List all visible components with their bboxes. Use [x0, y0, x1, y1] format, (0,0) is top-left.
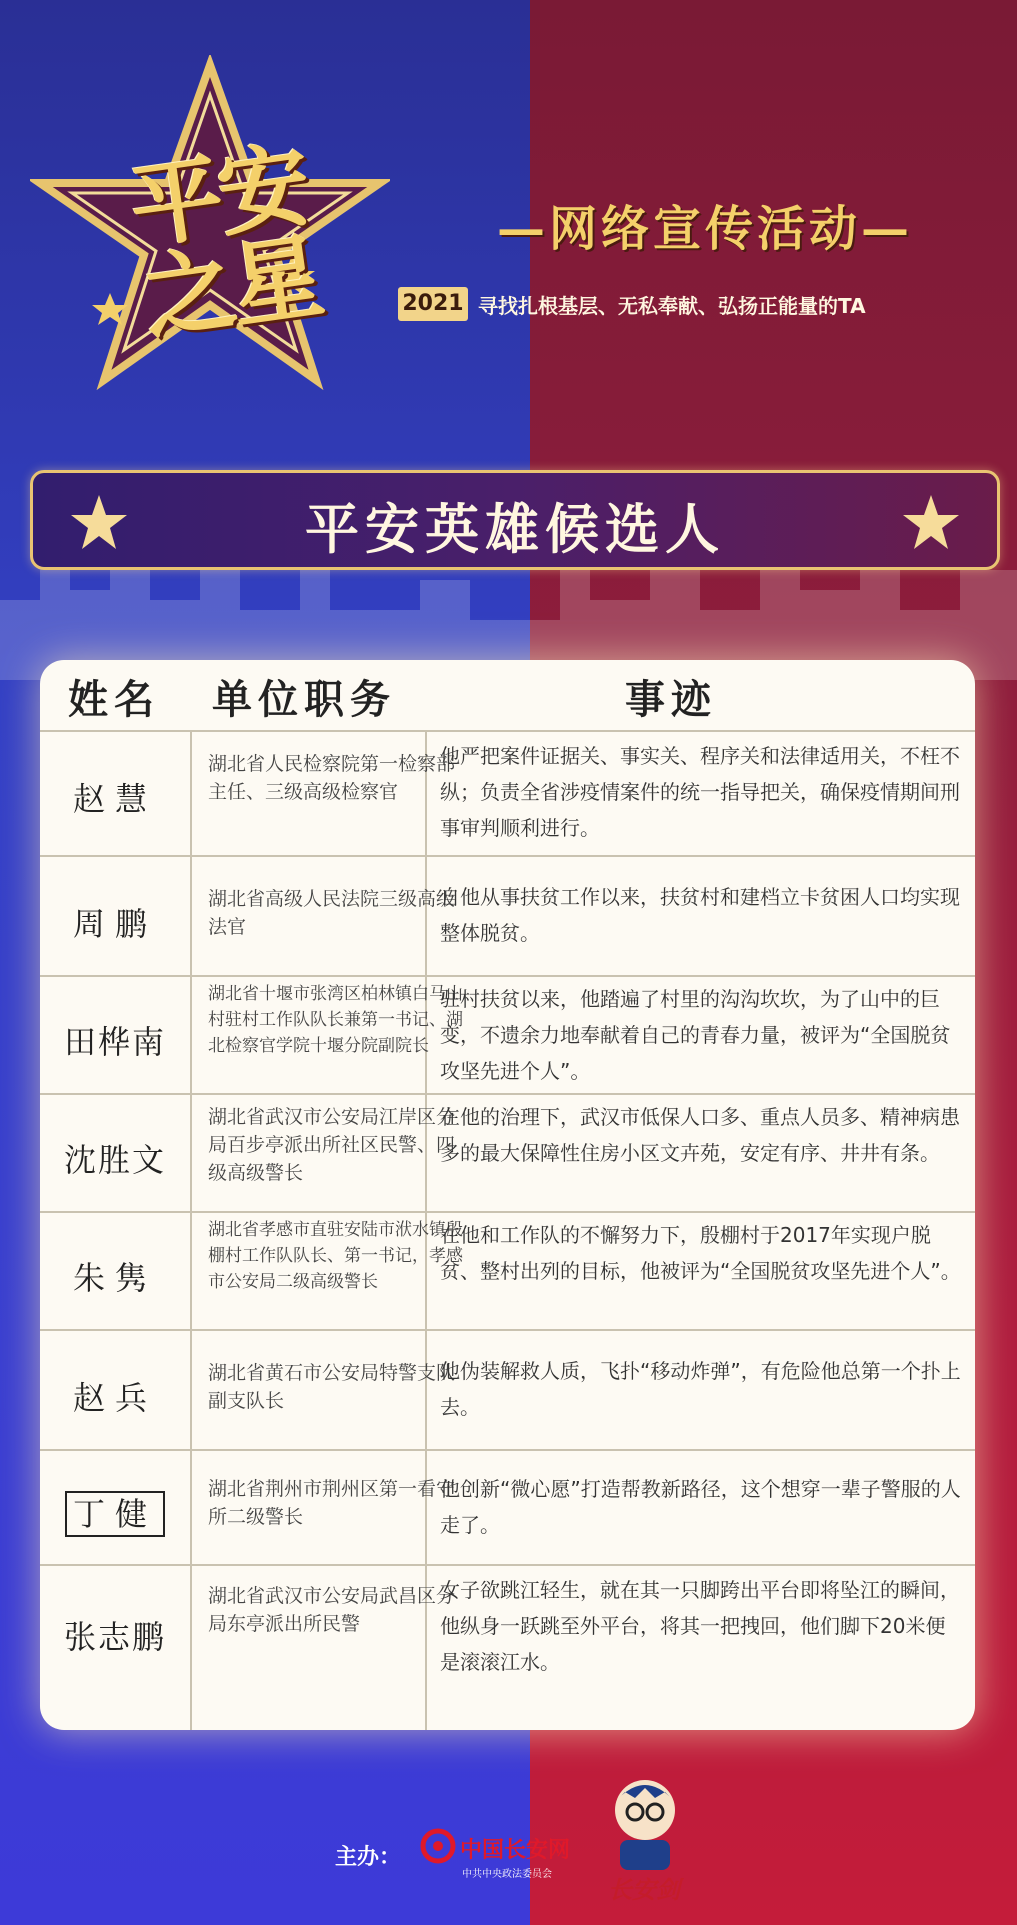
table-row	[40, 855, 975, 977]
banner-title: 平安英雄候选人	[305, 497, 725, 561]
candidate-name-boxed: 丁健	[65, 1491, 165, 1537]
candidate-deed: 自他从事扶贫工作以来，扶贫村和建档立卡贫困人口均实现整体脱贫。	[440, 885, 960, 945]
candidate-name: 赵慧	[72, 780, 157, 818]
candidate-unit: 湖北省高级人民法院三级高级法官	[208, 888, 456, 938]
candidate-unit: 湖北省荆州市荆州区第一看守所二级警长	[208, 1478, 456, 1528]
candidate-name: 朱隽	[72, 1259, 157, 1297]
section-banner	[30, 470, 1000, 570]
header-name: 姓名	[68, 676, 160, 723]
candidate-deed: 他伪装解救人质，飞扑“移动炸弹”，有危险他总第一个扑上去。	[440, 1359, 961, 1419]
campaign-title: —网络宣传活动—	[496, 201, 913, 257]
header-deed: 事迹	[625, 676, 717, 723]
star-icon	[901, 493, 961, 553]
table-row	[40, 1211, 975, 1331]
table-row	[40, 975, 975, 1095]
org1-subtitle: 中共中央政法委员会	[462, 1869, 552, 1880]
header-unit: 单位职务	[212, 676, 396, 723]
candidate-deed: 他严把案件证据关、事实关、程序关和法律适用关，不枉不纵；负责全省涉疫情案件的统一指导把关，确保疫情期间刑事审判顺利进行。	[440, 744, 960, 840]
candidate-name: 沈胜文	[63, 1141, 166, 1179]
changan-wang-logo-icon	[420, 1828, 456, 1864]
table-row	[40, 1329, 975, 1451]
org1-name: 中国长安网	[460, 1838, 571, 1863]
candidate-name: 周鹏	[72, 905, 157, 943]
host-label: 主办：	[335, 1845, 402, 1870]
candidate-unit: 湖北省十堰市张湾区柏林镇白马山村驻村工作队队长兼第一书记、湖北检察官学院十堰分院副院长	[208, 984, 463, 1056]
candidate-name: 田桦南	[63, 1023, 166, 1061]
candidate-name: 张志鹏	[63, 1618, 166, 1656]
candidate-unit: 湖北省武汉市公安局武昌区分局东亭派出所民警	[208, 1585, 456, 1635]
table-row	[40, 1093, 975, 1213]
table-row	[40, 1564, 975, 1730]
logo-title: 平安之星	[123, 130, 327, 354]
candidate-deed: 在他的治理下，武汉市低保人口多、重点人员多、精神病患多的最大保障性住房小区文卉苑，安定有序、井井有条。	[440, 1105, 960, 1165]
table-row	[40, 1449, 975, 1566]
candidate-unit: 湖北省人民检察院第一检察部主任、三级高级检察官	[208, 753, 456, 803]
candidate-deed: 他创新“微心愿”打造帮教新路径，这个想穿一辈子警服的人走了。	[440, 1477, 961, 1537]
candidate-unit: 湖北省武汉市公安局江岸区分局百步亭派出所社区民警、四级高级警长	[208, 1106, 456, 1184]
candidate-deed: 女子欲跳江轻生，就在其一只脚跨出平台即将坠江的瞬间，他纵身一跃跳至外平台，将其一把拽回，他们脚下20米便是滚滚江水。	[440, 1578, 960, 1674]
year-badge: 2021	[398, 287, 468, 321]
candidate-unit: 湖北省黄石市公安局特警支队副支队长	[208, 1362, 456, 1412]
candidate-name: 赵兵	[72, 1379, 157, 1417]
candidate-deed: 在他和工作队的不懈努力下，殷棚村于2017年实现户脱贫、整村出列的目标，他被评为“全国脱贫攻坚先进个人”。	[440, 1223, 961, 1283]
footer	[0, 1820, 1017, 1904]
table-row	[40, 730, 975, 857]
candidate-name	[40, 1489, 190, 1535]
org2-name: 长安剑	[608, 1875, 680, 1904]
table-header	[40, 660, 975, 730]
campaign-tagline: 寻找扎根基层、无私奉献、弘扬正能量的TA	[478, 294, 866, 318]
candidate-table	[40, 660, 975, 1730]
candidate-unit: 湖北省孝感市直驻安陆市洑水镇殷棚村工作队队长、第一书记，孝感市公安局二级高级警长	[208, 1220, 463, 1292]
candidate-deed: 驻村扶贫以来，他踏遍了村里的沟沟坎坎，为了山中的巨变，不遗余力地奉献着自己的青春力量，被评为“全国脱贫攻坚先进个人”。	[440, 987, 951, 1083]
